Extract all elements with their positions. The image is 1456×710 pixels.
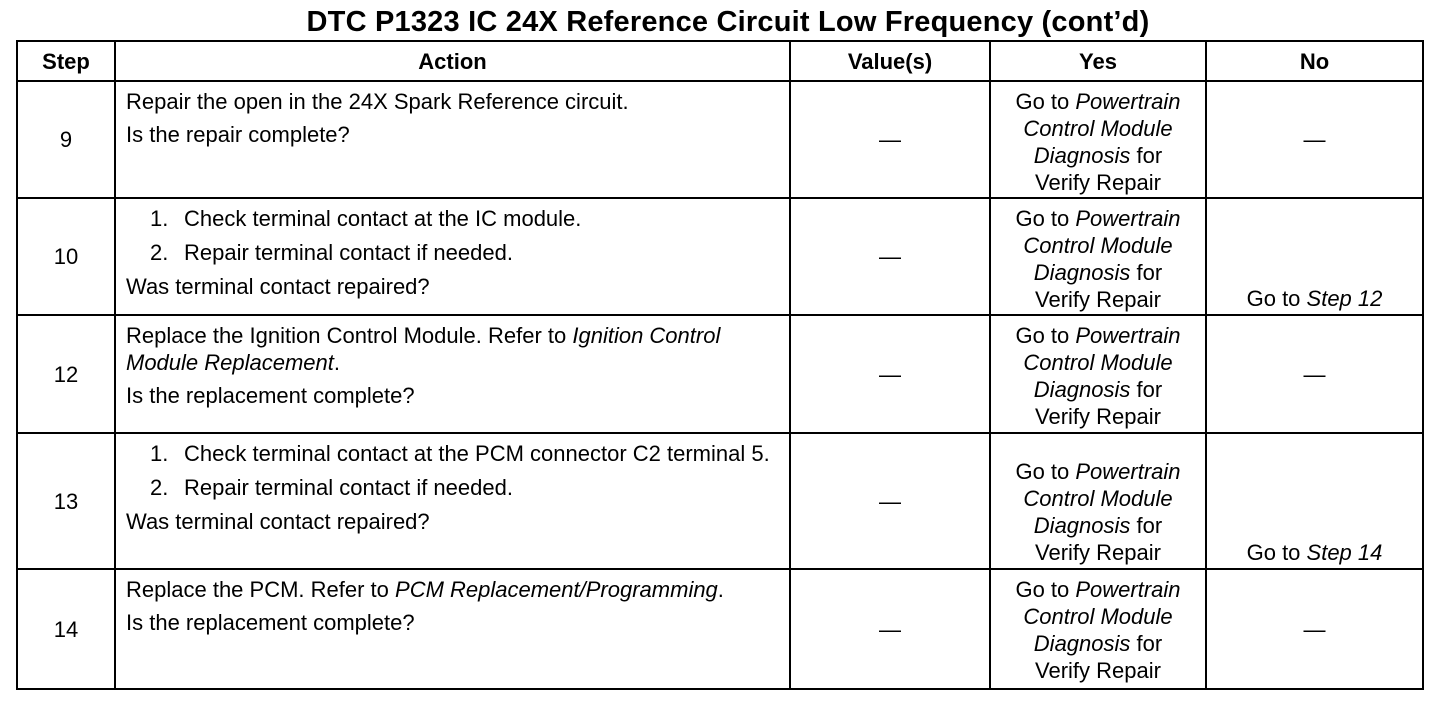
action-steps: [126, 205, 781, 266]
value-dash: —: [879, 616, 901, 642]
value-dash: —: [879, 361, 901, 387]
yes-after: for: [1130, 631, 1163, 656]
no-dash: —: [1303, 127, 1326, 152]
action-substep: 1. Check terminal contact at the PCM connector C2 terminal 5.: [150, 441, 770, 466]
yes-after: for: [1130, 143, 1163, 168]
action-substep: 2. Repair terminal contact if needed.: [150, 240, 513, 265]
value-cell: [790, 81, 990, 198]
yes-after: for: [1130, 260, 1163, 285]
yes-last: Verify Repair: [1035, 287, 1161, 312]
diagnostic-table: [16, 40, 1424, 690]
yes-goto: Go to: [1015, 577, 1076, 602]
table-header-row: [17, 41, 1423, 81]
action-cell: [115, 569, 790, 689]
no-goto: Go to: [1246, 540, 1307, 565]
action-steps: [126, 440, 781, 501]
table-row: [17, 569, 1423, 689]
value-cell: [790, 198, 990, 315]
yes-after: for: [1130, 513, 1163, 538]
no-dash: —: [1303, 361, 1326, 387]
value-dash: —: [879, 127, 901, 152]
value-dash: —: [879, 244, 901, 269]
no-cell: [1206, 81, 1423, 198]
no-cell: [1206, 198, 1423, 315]
no-dash: —: [1303, 616, 1326, 642]
yes-link: Powertrain Control Module Diagnosis: [1023, 206, 1181, 285]
no-cell: [1206, 433, 1423, 569]
step-number: 12: [17, 315, 115, 433]
value-cell: [790, 315, 990, 433]
yes-link: Powertrain Control Module Diagnosis: [1023, 89, 1181, 168]
value-dash: —: [879, 488, 901, 514]
action-question: Is the replacement complete?: [126, 383, 415, 408]
yes-goto: Go to: [1015, 206, 1076, 231]
yes-link: Powertrain Control Module Diagnosis: [1023, 577, 1181, 656]
no-link: Step 12: [1306, 286, 1383, 311]
step-number: 14: [17, 569, 115, 689]
yes-last: Verify Repair: [1035, 658, 1161, 683]
table-row: [17, 315, 1423, 433]
yes-goto: Go to: [1015, 323, 1076, 348]
yes-after: for: [1130, 377, 1163, 402]
action-cell: [115, 81, 790, 198]
no-goto: Go to: [1246, 286, 1307, 311]
action-cell: [115, 433, 790, 569]
action-text: Replace the Ignition Control Module. Refer to Ignition Control Module Replacement.: [126, 323, 721, 375]
yes-last: Verify Repair: [1035, 540, 1161, 565]
header-step: Step: [17, 41, 115, 81]
action-question: Was terminal contact repaired?: [126, 509, 430, 534]
header-no: No: [1206, 41, 1423, 81]
yes-cell: [990, 315, 1206, 433]
yes-goto: Go to: [1015, 89, 1076, 114]
header-yes: Yes: [990, 41, 1206, 81]
step-number: 13: [17, 433, 115, 569]
yes-last: Verify Repair: [1035, 170, 1161, 195]
yes-cell: [990, 569, 1206, 689]
yes-last: Verify Repair: [1035, 404, 1161, 429]
step-number: 10: [17, 198, 115, 315]
header-values: Value(s): [790, 41, 990, 81]
page-title: DTC P1323 IC 24X Reference Circuit Low Frequency (cont’d): [306, 6, 1150, 38]
value-cell: [790, 433, 990, 569]
action-substep: 1. Check terminal contact at the IC module.: [150, 206, 582, 231]
no-cell: [1206, 315, 1423, 433]
action-question: Was terminal contact repaired?: [126, 274, 430, 299]
header-action: Action: [115, 41, 790, 81]
action-question: Is the replacement complete?: [126, 610, 415, 635]
action-text: Repair the open in the 24X Spark Reference circuit.: [126, 89, 629, 114]
no-cell: [1206, 569, 1423, 689]
step-number: 9: [17, 81, 115, 198]
yes-link: Powertrain Control Module Diagnosis: [1023, 459, 1181, 538]
yes-cell: [990, 433, 1206, 569]
yes-goto: Go to: [1015, 459, 1076, 484]
action-cell: [115, 315, 790, 433]
action-question: Is the repair complete?: [126, 122, 350, 147]
no-link: Step 14: [1306, 540, 1383, 565]
table-row: [17, 433, 1423, 569]
table-row: [17, 198, 1423, 315]
action-text: Replace the PCM. Refer to PCM Replacement/Programming.: [126, 577, 724, 602]
value-cell: [790, 569, 990, 689]
yes-link: Powertrain Control Module Diagnosis: [1023, 323, 1181, 402]
yes-cell: [990, 198, 1206, 315]
table-row: [17, 81, 1423, 198]
yes-cell: [990, 81, 1206, 198]
action-substep: 2. Repair terminal contact if needed.: [150, 475, 513, 500]
action-cell: [115, 198, 790, 315]
